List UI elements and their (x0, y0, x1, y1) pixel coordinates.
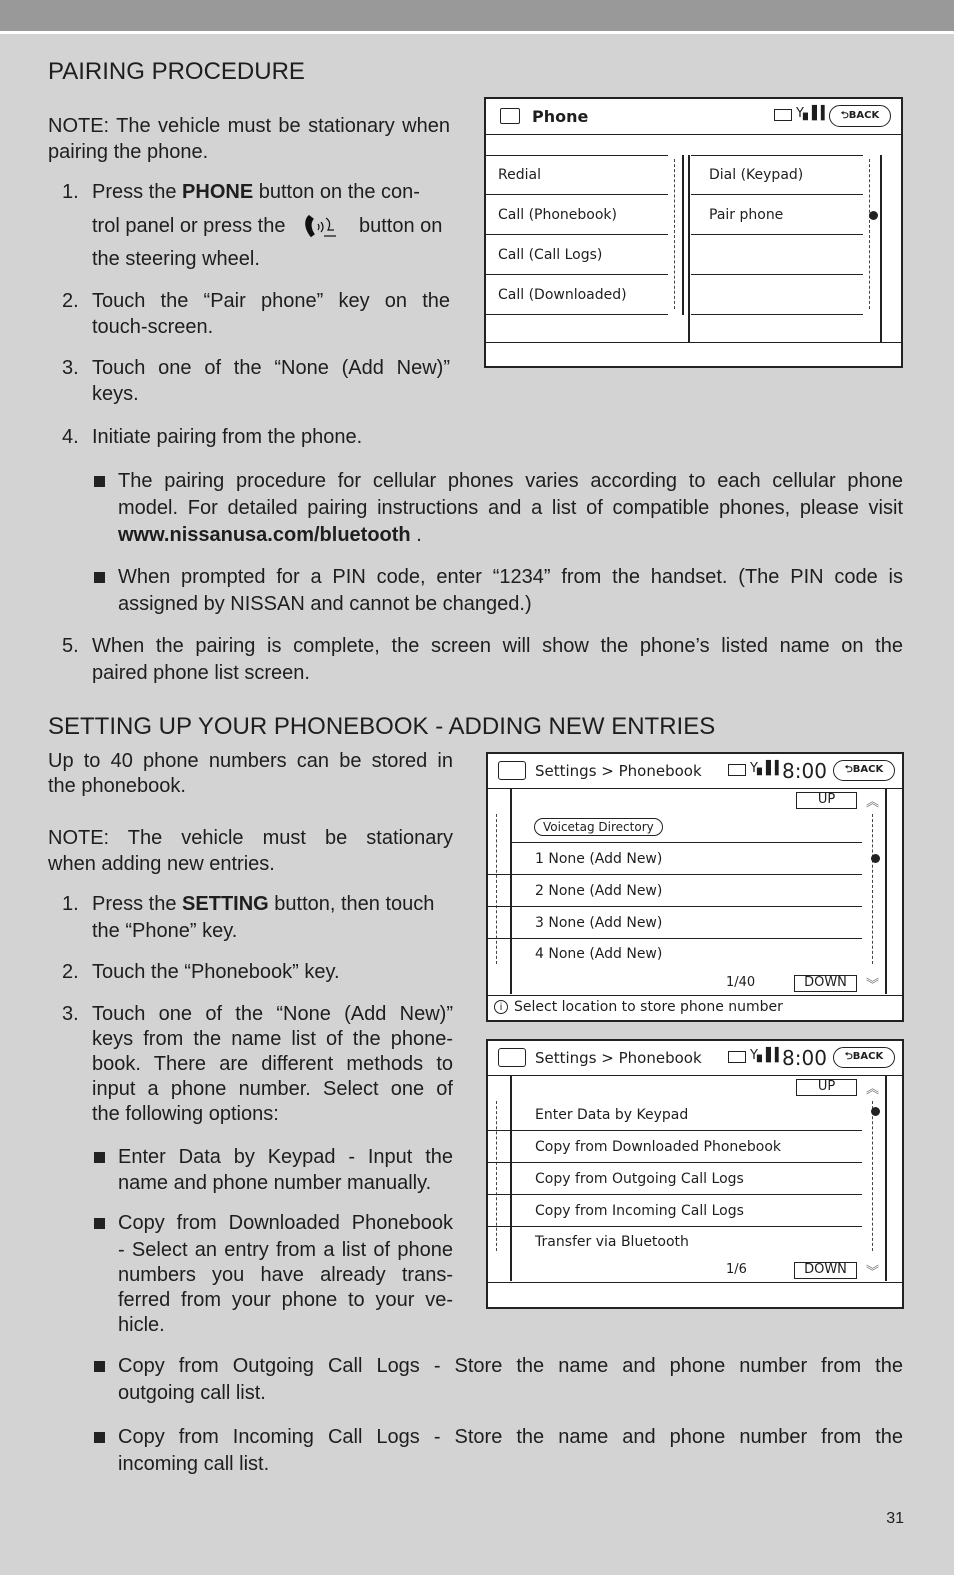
chevron-down-icon[interactable]: ︾ (866, 978, 880, 993)
pairing-step-5-line2: paired phone list screen. (92, 662, 310, 684)
phonebook-input-options-screen (486, 1039, 904, 1309)
list-right-border (885, 788, 887, 994)
scroll-ticks (872, 814, 876, 964)
pairing-step-2-line1: Touch the “Pair phone” key on the (92, 290, 450, 312)
input-option[interactable] (488, 1195, 862, 1227)
entry-label: 3 None (Add New) (535, 914, 663, 931)
text: . (410, 524, 422, 546)
screen-title: Settings > Phonebook (535, 762, 702, 780)
signal-icon: Y▖▌▍ (750, 761, 784, 776)
page-number: 31 (886, 1510, 904, 1527)
phonebook-intro-line1: Up to 40 phone numbers can be stored in (48, 750, 453, 772)
bullet-pairing-line3 (118, 522, 903, 548)
chevron-down-icon[interactable]: ︾ (866, 1265, 880, 1280)
page-indicator: 1/40 (726, 975, 756, 990)
menu-empty-row (691, 275, 863, 315)
menu-label: Call (Call Logs) (498, 246, 603, 263)
option-label: Copy from Incoming Call Logs (535, 1202, 744, 1219)
top-divider (0, 31, 954, 34)
menu-item-pair-phone[interactable] (691, 195, 863, 235)
screen-header (488, 1041, 902, 1076)
nissan-bluetooth-link[interactable]: www.nissanusa.com/bluetooth (118, 524, 411, 546)
battery-icon (728, 1051, 746, 1063)
phone-menu-screen (484, 97, 903, 368)
menu-label: Pair phone (709, 206, 784, 223)
pairing-step-3-line1: Touch one of the “None (Add New)” (92, 357, 450, 379)
bullet-square (94, 476, 105, 487)
phonebook-note-line2: when adding new entries. (48, 853, 275, 875)
phonebook-step-2: Touch the “Phonebook” key. (92, 961, 340, 983)
menu-item-redial[interactable] (486, 155, 668, 195)
back-label: BACK (852, 1051, 884, 1062)
scroll-position-dot (871, 1107, 880, 1116)
step-number: 5. (62, 635, 79, 657)
text: Press the (92, 181, 183, 203)
entry-label: 2 None (Add New) (535, 882, 663, 899)
menu-label: Call (Phonebook) (498, 206, 617, 223)
scroll-ticks (872, 1101, 876, 1251)
menu-label: Redial (498, 167, 541, 183)
info-icon: i (494, 1000, 508, 1014)
text: Press the (92, 893, 183, 915)
signal-icon: Y▖▌▍ (796, 106, 830, 121)
clock-time: 8:00 (782, 1046, 827, 1070)
step-number: 3. (62, 357, 79, 379)
pairing-step-1-line2b: button on (359, 215, 443, 237)
entry-label: 4 None (Add New) (535, 946, 663, 962)
screen-header (488, 754, 902, 789)
option-outgoing-line: outgoing call list. (118, 1382, 266, 1404)
option-keypad-line: Enter Data by Keypad - Input the (118, 1146, 453, 1168)
phonebook-entry[interactable] (488, 907, 862, 939)
pairing-step-2-line2: touch-screen. (92, 316, 214, 338)
input-option[interactable] (488, 1227, 862, 1257)
phonebook-step-3-line: book. There are different methods to (92, 1053, 453, 1075)
chevron-up-icon[interactable]: ︽ (866, 1082, 880, 1097)
option-label: Transfer via Bluetooth (535, 1234, 689, 1250)
scroll-position-dot (869, 211, 878, 220)
screen-header (486, 99, 901, 135)
option-downloaded-line: ferred from your phone to your ve- (118, 1289, 453, 1311)
back-label: BACK (852, 764, 884, 775)
list-right-border (885, 1075, 887, 1281)
option-label: Enter Data by Keypad (535, 1106, 689, 1123)
pairing-step-3-line2: keys. (92, 383, 139, 405)
menu-label: Dial (Keypad) (709, 167, 804, 183)
phonebook-note-line1: NOTE: The vehicle must be stationary (48, 827, 453, 849)
scroll-ticks (869, 159, 873, 309)
phonebook-step-1-line2: the “Phone” key. (92, 920, 238, 942)
phone-button-name: PHONE (182, 181, 254, 203)
option-keypad-line: name and phone number manually. (118, 1172, 432, 1194)
phonebook-entry[interactable] (488, 843, 862, 875)
phonebook-step-3-line: the following options: (92, 1103, 279, 1125)
column-divider (682, 155, 684, 315)
option-label: Copy from Downloaded Phonebook (535, 1138, 782, 1155)
phonebook-step-3-line: keys from the name list of the phone- (92, 1028, 453, 1050)
step-number: 1. (62, 181, 79, 203)
input-option[interactable] (488, 1163, 862, 1195)
page-up-button[interactable]: UP (796, 792, 857, 809)
chevron-up-icon[interactable]: ︽ (866, 795, 880, 810)
footer-divider (488, 1282, 902, 1283)
bullet-pin-line1: When prompted for a PIN code, enter “1234” from the handset. (The PIN code is (118, 566, 903, 588)
menu-item-dial-keypad[interactable] (691, 155, 863, 195)
pairing-step-1-line1 (92, 179, 450, 205)
menu-empty-row (691, 235, 863, 275)
battery-icon (728, 764, 746, 776)
page-down-button[interactable]: DOWN (794, 1262, 857, 1279)
option-outgoing-line: Copy from Outgoing Call Logs - Store the name and phone number from the (118, 1355, 903, 1377)
phonebook-step-1-line1 (92, 891, 453, 917)
settings-screen-icon (498, 761, 526, 780)
phonebook-entry[interactable] (488, 875, 862, 907)
page-indicator: 1/6 (726, 1262, 747, 1277)
menu-empty-row (486, 315, 903, 343)
step-number: 3. (62, 1003, 79, 1025)
column-divider (880, 155, 882, 343)
pairing-note: NOTE: The vehicle must be stationary when pairing the phone. (48, 115, 450, 163)
phonebook-list-screen (486, 752, 904, 1022)
step-number: 4. (62, 426, 79, 448)
bullet-square (94, 1361, 105, 1372)
bullet-pairing-line2: model. For detailed pairing instructions and a list of compatible phones, please visit (118, 497, 903, 519)
bullet-square (94, 1432, 105, 1443)
text: trol panel or press the (92, 215, 286, 237)
back-button[interactable]: ⮌BACK (829, 105, 891, 127)
setting-button-name: SETTING (182, 893, 269, 915)
settings-screen-icon (498, 1048, 526, 1067)
pairing-step-1-line3: the steering wheel. (92, 248, 260, 270)
menu-label: Call (Downloaded) (498, 286, 627, 303)
clock-time: 8:00 (782, 759, 827, 783)
menu-item-call-logs[interactable] (486, 235, 668, 275)
phonebook-step-3-line: input a phone number. Select one of (92, 1078, 453, 1100)
text: button on the con- (253, 181, 420, 203)
phonebook-step-3-line: Touch one of the “None (Add New)” (92, 1003, 453, 1025)
back-button[interactable]: ⮌BACK (833, 760, 895, 781)
scroll-ticks (674, 159, 678, 309)
menu-item-call-phonebook[interactable] (486, 195, 668, 235)
screen-title: Phone (532, 107, 589, 126)
option-downloaded-line: Copy from Downloaded Phonebook (118, 1212, 453, 1234)
footer-divider (488, 995, 902, 996)
column-divider (688, 155, 690, 343)
section-heading-pairing: PAIRING PROCEDURE (48, 58, 305, 85)
entry-label: 1 None (Add New) (535, 850, 663, 867)
bullet-pin-line2: assigned by NISSAN and cannot be changed.) (118, 593, 532, 615)
bullet-square (94, 572, 105, 583)
phone-screen-icon (500, 108, 520, 124)
page-down-button[interactable]: DOWN (794, 975, 857, 992)
scroll-position-dot (871, 854, 880, 863)
step-number: 2. (62, 290, 79, 312)
voicetag-directory-button[interactable]: Voicetag Directory (534, 818, 663, 836)
back-button[interactable]: ⮌BACK (833, 1047, 895, 1068)
footer-message: Select location to store phone number (514, 999, 783, 1015)
battery-icon (774, 109, 792, 121)
screen-title: Settings > Phonebook (535, 1049, 702, 1067)
input-option[interactable] (488, 1099, 862, 1131)
bullet-square (94, 1152, 105, 1163)
back-label: BACK (848, 110, 880, 121)
pairing-step-4: Initiate pairing from the phone. (92, 426, 363, 448)
bullet-square (94, 1218, 105, 1229)
steering-phone-talk-icon (302, 212, 342, 242)
menu-item-call-downloaded[interactable] (486, 275, 668, 315)
signal-icon: Y▖▌▍ (750, 1048, 784, 1063)
step-number: 1. (62, 893, 79, 915)
pairing-step-5-line1: When the pairing is complete, the screen will show the phone’s listed name on the (92, 635, 903, 657)
input-option[interactable] (488, 1131, 862, 1163)
option-downloaded-line: - Select an entry from a list of phone (118, 1239, 453, 1261)
bullet-pairing-line1: The pairing procedure for cellular phones varies according to each cellular phone (118, 470, 903, 492)
top-band (0, 0, 954, 31)
option-downloaded-line: numbers you have already trans- (118, 1264, 453, 1286)
option-downloaded-line: hicle. (118, 1314, 165, 1336)
voicetag-row[interactable] (512, 812, 862, 843)
phonebook-intro-line2: the phonebook. (48, 775, 186, 797)
phonebook-entry[interactable] (488, 939, 862, 969)
text: button, then touch (268, 893, 435, 915)
section-heading-phonebook: SETTING UP YOUR PHONEBOOK - ADDING NEW ENTRIES (48, 713, 716, 740)
option-label: Copy from Outgoing Call Logs (535, 1170, 744, 1187)
option-incoming-line: Copy from Incoming Call Logs - Store the name and phone number from the (118, 1426, 903, 1448)
step-number: 2. (62, 961, 79, 983)
option-incoming-line: incoming call list. (118, 1453, 270, 1475)
page-up-button[interactable]: UP (796, 1079, 857, 1096)
